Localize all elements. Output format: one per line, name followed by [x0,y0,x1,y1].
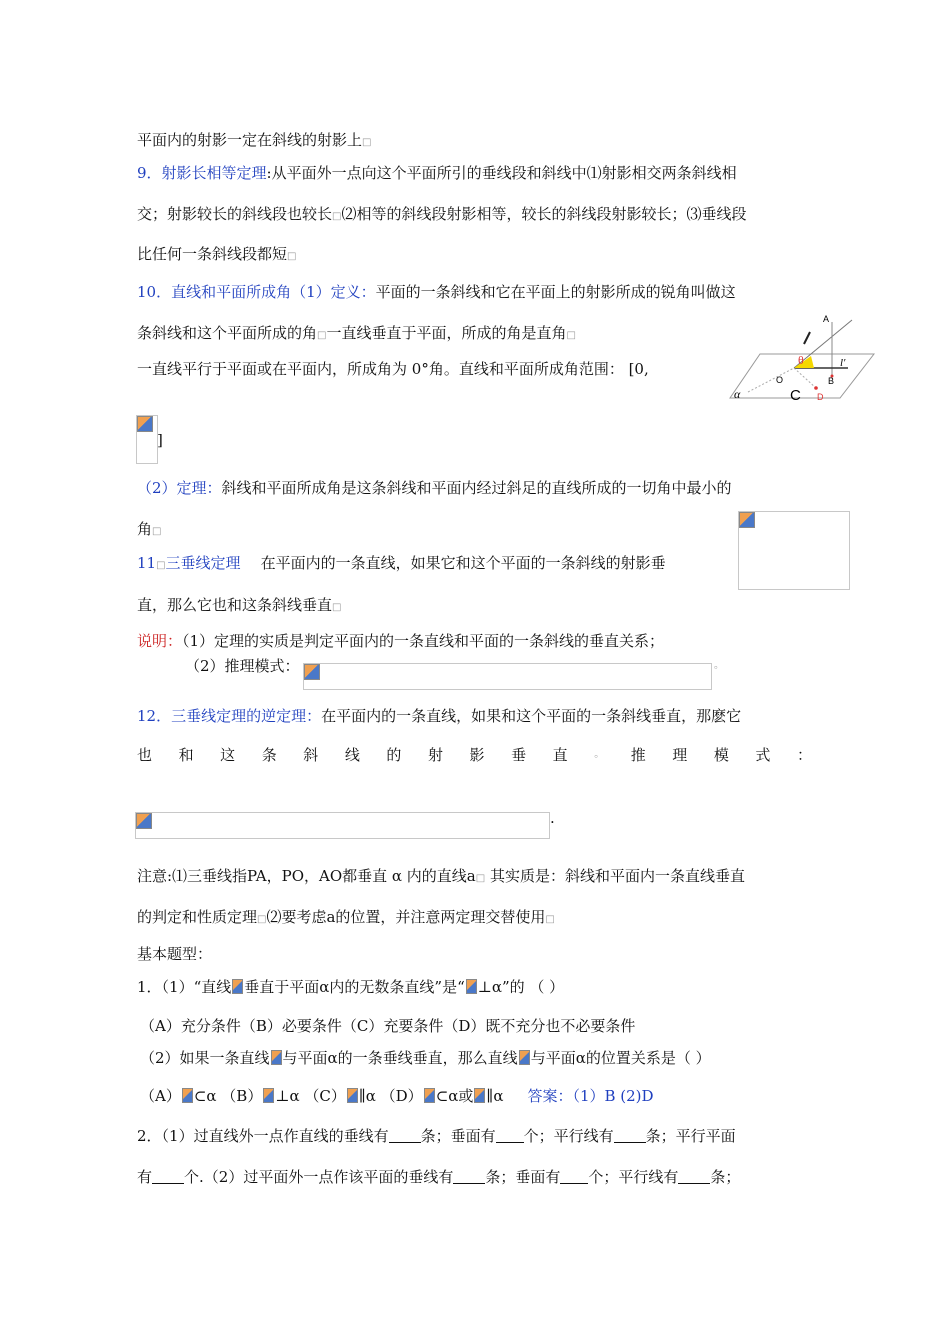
note: 注意:⑴三垂线指PA，PO，AO都垂直 α 内的直线a□ 其实质是：斜线和平面内一条直线垂直 [137,867,745,885]
image-icon [137,416,153,432]
answer-text: 答案：（1）B (2)D [527,1087,654,1105]
blank [496,1128,524,1143]
explanation: 说明：（1）定理的实质是判定平面内的一条直线和平面的一条斜线的垂直关系； [137,632,665,650]
label-b: B [828,376,835,386]
text-line: 比任何一条斜线段都短□ [137,245,297,263]
text-line: 平面内的射影一定在斜线的射影上□ [137,131,372,149]
theorem-9: 9．射影长相等定理:从平面外一点向这个平面所引的垂线段和斜线中⑴射影相交两条斜线相 [137,164,737,182]
theorem-12: 12．三垂线定理的逆定理：在平面内的一条直线，如果和这个平面的一条斜线垂直，那麽它 [137,707,742,725]
formula-placeholder [303,663,712,690]
line-l-icon [232,979,243,994]
section-heading: 基本题型： [137,945,213,963]
theorem-9-heading: 9．射影长相等定理 [137,164,267,182]
point-d [814,386,818,390]
question-1-1: 1．（1）“直线 垂直于平面α内的无数条直线”是“ ⊥α”的 （ ） [137,978,565,996]
theorem-11-heading: 三垂线定理 [165,554,241,572]
text-line-justified: 也 和 这 条 斜 线 的 射 影 垂 直 。 推 理 模 式 ： [137,746,812,764]
line-a-icon [474,1088,485,1103]
text-line: 条斜线和这个平面所成的角□一直线垂直于平面，所成的角是直角□ [137,324,576,342]
image-icon [304,664,320,680]
question-1-2-options: （A） ⊂α （B） ⊥α （C） ∥α （D） ⊂α或 ∥α 答案：（1）B (2)D [140,1087,654,1105]
text-line: 一直线平行于平面或在平面内，所成角为 0°角。直线和平面所成角范围： [0, [137,360,649,378]
label-c: C [790,387,801,402]
theorem-10: 10．直线和平面所成角（1）定义：平面的一条斜线和它在平面上的射影所成的锐角叫做这 [137,283,736,301]
dotted-line [748,368,794,392]
question-2-1: 2．（1）过直线外一点作直线的垂线有 条；垂面有 个；平行线有 条；平行平面 [137,1127,736,1145]
theorem-12-heading: 12．三垂线定理的逆定理： [137,707,322,725]
line-a-icon [182,1088,193,1103]
blank [453,1169,485,1184]
line-a-icon [263,1088,274,1103]
theorem-10-heading: 10．直线和平面所成角（1）定义： [137,283,376,301]
question-1-options: （A）充分条件（B）必要条件（C）充要条件（D）既不充分也不必要条件 [140,1017,636,1035]
question-2-2: 有 个.（2）过平面外一点作该平面的垂线有 条；垂面有 个；平行线有 条； [137,1168,741,1186]
text-line: 交；射影较长的斜线段也较长□⑵相等的斜线段射影相等，较长的斜线段射影较长；⑶垂线段 [137,205,747,223]
formula-placeholder [135,812,550,839]
text-line: 的判定和性质定理□⑵要考虑a的位置，并注意两定理交替使用□ [137,908,555,926]
blank [389,1128,421,1143]
question-1-2: （2）如果一条直线 与平面α的一条垂线垂直，那么直线 与平面α的位置关系是（ ） [140,1049,711,1067]
label-d: D [817,392,824,402]
theorem-11-number: 11 [137,554,157,572]
text-line: 。 [714,660,724,671]
line-a-icon [271,1050,282,1065]
blank [560,1169,588,1184]
blank [614,1128,646,1143]
theorem-10-2: （2）定理：斜线和平面所成角是这条斜线和平面内经过斜足的直线所成的一切角中最小的 [137,479,732,497]
theorem-11: 11□三垂线定理 在平面内的一条直线，如果它和这个平面的一条斜线的射影垂 [137,554,666,572]
label-theta: θ [798,353,804,367]
angle-theta-fill [794,356,814,368]
text-line: 角□ [137,520,162,538]
line-l-icon [466,979,477,994]
label-alpha: α [734,387,741,401]
line-a-icon [424,1088,435,1103]
line-a-icon [347,1088,358,1103]
text-line: （2）推理模式： [185,657,300,675]
label-lprime: l′ [840,357,846,369]
image-icon [739,512,755,528]
label-o: O [776,375,784,385]
line-l [804,332,810,344]
theorem-10-2-heading: （2）定理： [137,479,222,497]
line-a-icon [519,1050,530,1065]
text-line: 直，那么它也和这条斜线垂直□ [137,596,342,614]
angle-figure [728,310,876,402]
line-od [794,368,816,388]
text-line: . [550,809,555,827]
blank [678,1169,710,1184]
label-a: A [823,314,830,324]
text-line: ] [157,431,163,449]
explanation-heading: 说明： [137,632,183,650]
image-icon [136,813,152,829]
blank [152,1169,184,1184]
